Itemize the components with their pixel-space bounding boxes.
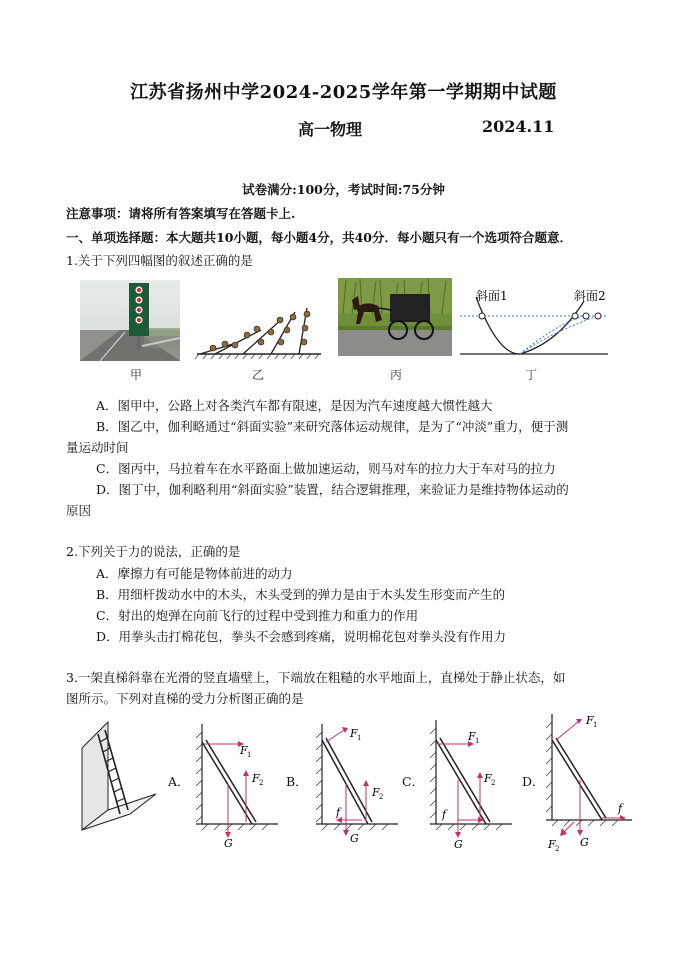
diagram-a [192,720,282,850]
q1-option-d: D．图丁中，伽利略利用“斜面实验”装置，结合逻辑推理，来验证力是维持物体运动的 [96,482,569,497]
force-f2-label: F [252,772,260,785]
svg-text:G: G [580,836,589,849]
svg-text:f: f [618,802,623,815]
force-f1-label: F [240,744,248,757]
svg-text:F: F [372,786,380,799]
fig-label-bing: 丙 [390,368,403,382]
svg-text:2: 2 [379,793,384,801]
ladder-wall-illustration [72,718,160,833]
slope-2-label: 斜面2 [574,289,606,303]
question-3-stem-line1: 3.一架直梯斜靠在光滑的竖直墙壁上，下端放在粗糙的水平地面上，直梯处于静止状态，如 [66,670,566,685]
svg-text:f: f [442,808,447,821]
fig-label-yi: 乙 [252,368,265,382]
figure-yi-slopes [195,288,325,360]
force-g-label: G [224,837,233,850]
diagram-d [544,710,634,852]
q1-option-a: A．图甲中，公路上对各类汽车都有限速，是因为汽车速度越大惯性越大 [96,398,493,413]
question-3-stem-line2: 图所示。下列对直梯的受力分析图正确的是 [66,691,304,706]
svg-text:2: 2 [259,779,264,787]
svg-text:F: F [468,730,476,743]
figure-jia-highway-photo [80,280,180,361]
svg-text:G: G [350,832,359,845]
q2-option-b: B．用细杆拨动水中的木头，木头受到的弹力是由于木头发生形变而产生的 [96,587,506,602]
figure-bing-horse-carriage-photo [338,278,452,356]
subject-label: 高一物理 [298,120,363,139]
q1-option-d-cont: 原因 [66,503,92,518]
fig-label-jia: 甲 [130,368,143,382]
svg-text:2: 2 [555,845,560,852]
svg-text:2: 2 [491,779,496,787]
diagram-c [426,716,516,850]
exam-title: 江苏省扬州中学2024-2025学年第一学期期中试题 [130,82,557,103]
svg-text:G: G [454,838,463,850]
choice-a-letter: A． [168,774,190,789]
q2-option-c: C．射出的炮弹在向前飞行的过程中受到推力和重力的作用 [96,608,419,623]
choice-c-letter: C． [402,774,425,789]
svg-text:1: 1 [247,751,252,759]
svg-text:1: 1 [593,721,598,729]
question-2-stem: 2.下列关于力的说法，正确的是 [66,544,241,559]
diagram-b [312,720,402,850]
q1-option-b: B．图乙中，伽利略通过“斜面实验”来研究落体运动规律，是为了“冲淡”重力，便于测 [96,419,569,434]
svg-text:1: 1 [357,734,362,742]
choice-b-letter: B． [286,774,308,789]
svg-text:1: 1 [475,737,480,745]
q2-option-d: D．用拳头击打棉花包，拳头不会感到疼痛，说明棉花包对拳头没有作用力 [96,629,507,644]
slope-1-label: 斜面1 [476,289,508,303]
exam-date: 2024.11 [482,117,555,136]
choice-d-letter: D． [522,774,545,789]
notice: 注意事项：请将所有答案填写在答题卡上. [66,206,296,221]
svg-text:F: F [548,838,556,851]
question-1-stem: 1.关于下列四幅图的叙述正确的是 [66,253,253,268]
svg-text:F: F [586,714,594,727]
section-heading: 一、单项选择题：本大题共10小题，每小题4分，共40分．每小题只有一个选项符合题意． [66,230,572,245]
q1-option-c: C．图丙中，马拉着车在水平路面上做加速运动，则马对车的拉力大于车对马的拉力 [96,461,556,476]
figure-ding-two-slopes [458,283,613,361]
svg-text:F: F [350,727,358,740]
fig-label-ding: 丁 [525,368,538,382]
svg-text:f: f [336,806,341,819]
q1-option-b-cont: 量运动时间 [66,440,129,455]
exam-info: 试卷满分:100分，考试时间:75分钟 [242,182,445,197]
svg-text:F: F [484,772,492,785]
q2-option-a: A．摩擦力有可能是物体前进的动力 [96,566,293,581]
